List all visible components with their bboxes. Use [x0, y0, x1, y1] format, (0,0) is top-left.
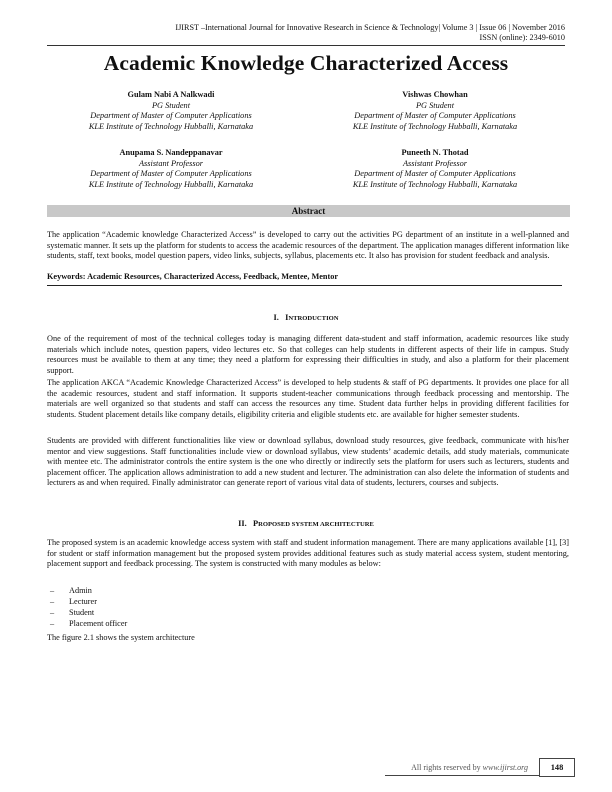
author-block: [36, 90, 306, 132]
module-name: Admin: [69, 586, 92, 595]
keywords-rule: [47, 285, 562, 286]
section-title-initial: I: [285, 313, 289, 322]
section-title-rest: NTRODUCTION: [288, 315, 339, 322]
body-paragraph: The application AKCA “Academic Knowledge Characterized Access” is developed to help students & staff of PG departments. It provides one place for all the academic resources, student and staff information. It supports student-teacher communications through feedback processing and mentorship. The materials are well organized so that students and staff can access the resources any time. Student data further helps in providing different facilities for students. Student placement details like company details, eligibility criteria and eligible students etc. are available for higher semester students.: [47, 378, 569, 419]
author-role: Assistant Professor: [138, 158, 203, 168]
figure-reference: The figure 2.1 shows the system architecture: [47, 633, 195, 642]
body-paragraph: The proposed system is an academic knowledge access system with staff and student information management. There are many applications available [1], [3] for student or staff information management but the proposed system provides additional features such as study material access system, student mentoring, placement support and feedback processing. The system is constructed with many modules as below:: [47, 538, 569, 569]
section-title-initial: P: [253, 519, 259, 528]
dash-bullet: –: [50, 608, 55, 617]
author-name: Puneeth N. Thotad: [401, 148, 469, 157]
footer-rule: [385, 775, 539, 776]
list-item: [47, 618, 127, 629]
section-heading-architecture: [0, 519, 612, 530]
author-department: Department of Master of Computer Applications: [354, 111, 516, 121]
module-name: Lecturer: [69, 597, 97, 606]
issn-line: ISSN (online): 2349-6010: [479, 33, 565, 42]
author-institute: KLE Institute of Technology Hubballi, Karnataka: [88, 121, 254, 131]
body-paragraph: Students are provided with different functionalities like view or download syllabus, download study resources, give feedback, communicate with his/her mentor and view suggestions. Staff functionalities include view or download syllabus, view students’ academic details, add study materials, communicate with mentee etc. The administrator controls the entire system is the one who directly or indirectly sets the platform for users such as lecturers, students and placement officer. The application allows administration to add a new student and lecturer. The administration can also delete the information of students and lecturers as and when required. Finally administrator can generate report of various vital data of students, lecturers, courses and subjects.: [47, 436, 569, 488]
author-institute: KLE Institute of Technology Hubballi, Karnataka: [352, 179, 518, 189]
author-institute: KLE Institute of Technology Hubballi, Karnataka: [352, 121, 518, 131]
dash-bullet: –: [50, 619, 55, 628]
author-institute: KLE Institute of Technology Hubballi, Karnataka: [88, 179, 254, 189]
author-name: Anupama S. Nandeppanavar: [119, 148, 223, 157]
module-list: [47, 585, 127, 629]
abstract-text: The application “Academic knowledge Characterized Access” is developed to carry out the activities PG department of an institute in a well-planned and systematic manner. It sets up the platform for students to access the academic resources of the department. The application manages different information like students, staff, text books, model question papers, video links, subjects, syllabus, placements etc. It also has provision for student feedback and analysis.: [47, 230, 569, 261]
author-department: Department of Master of Computer Applications: [90, 169, 252, 179]
list-item: [47, 596, 127, 607]
section-number: I.: [273, 313, 279, 322]
header-rule: [47, 45, 565, 46]
author-block: [300, 90, 570, 132]
author-department: Department of Master of Computer Applications: [90, 111, 252, 121]
author-name: Vishwas Chowhan: [402, 90, 468, 99]
paper-title: Academic Knowledge Characterized Access: [103, 51, 509, 75]
author-department: Department of Master of Computer Applications: [354, 169, 516, 179]
section-number: II.: [238, 519, 247, 528]
dash-bullet: –: [50, 586, 55, 595]
body-paragraph: One of the requirement of most of the technical colleges today is managing different data-student and staff information, academic resources like study materials which include notes, question papers, video lectures etc. So that colleges can help students in different aspects of their life in campus. Study resources must be available to them at any time; they need a platform for expressing their difficulties in study, and also a platform for their placement support.: [47, 334, 569, 375]
author-role: PG Student: [151, 100, 191, 110]
author-role: PG Student: [415, 100, 455, 110]
list-item: [47, 607, 127, 618]
site-link[interactable]: www.ijirst.org: [482, 763, 528, 772]
dash-bullet: –: [50, 597, 55, 606]
list-item: [47, 585, 127, 596]
author-role: Assistant Professor: [402, 158, 467, 168]
module-name: Placement officer: [69, 619, 128, 628]
author-block: [300, 148, 570, 190]
section-title-rest: ROPOSED SYSTEM ARCHITECTURE: [258, 521, 374, 528]
footer-rights: [411, 763, 528, 772]
abstract-heading: Abstract: [47, 205, 570, 217]
section-heading-introduction: [0, 313, 612, 324]
keywords: Keywords: Academic Resources, Characterized Access, Feedback, Mentee, Mentor: [47, 272, 339, 281]
module-name: Student: [69, 608, 95, 617]
page-number: 148: [539, 758, 575, 777]
journal-header-line: IJIRST –International Journal for Innovative Research in Science & Technology| Volume 3 | Issue 06 | November 2016: [175, 23, 565, 32]
author-name: Gulam Nabi A Nalkwadi: [127, 90, 215, 99]
rights-text: All rights reserved by: [411, 763, 481, 772]
author-block: [36, 148, 306, 190]
